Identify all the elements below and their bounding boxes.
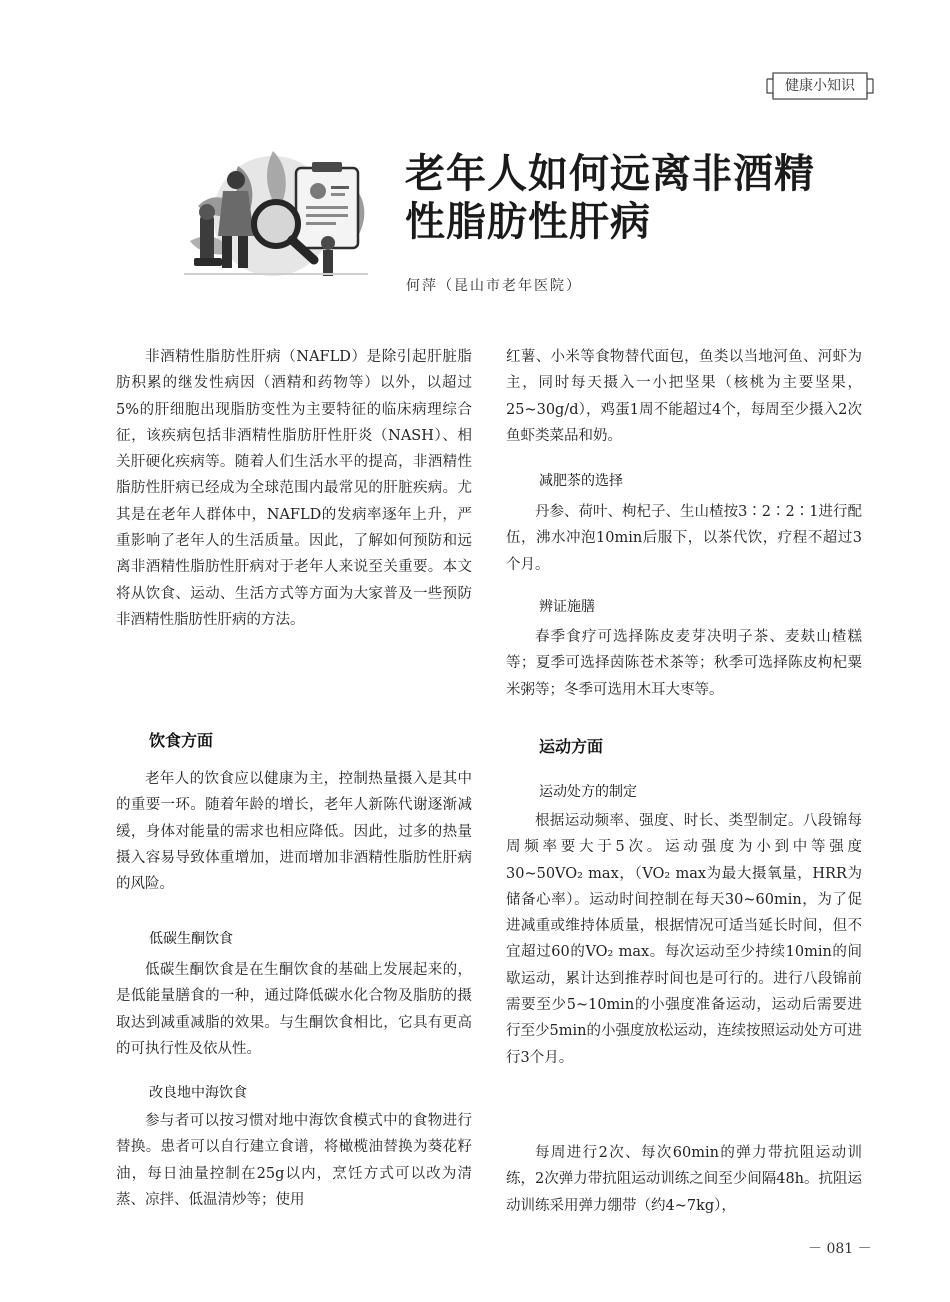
exercise-prescription-heading: 运动处方的制定 [539,784,637,800]
diet-intro-paragraph: 老年人的饮食应以健康为主，控制热量摄入是其中的重要一环。随着年龄的增长，老年人新陈代谢逐渐减缓，身体对能量的需求也相应降低。因此，过多的热量摄入容易导致体重增加，进而增加非酒精性脂肪性肝病的风险。 [116,771,472,893]
title-line-2: 性脂肪性肝病 [405,198,651,245]
doctor-magnifier-illustration-icon [178,146,378,281]
diet-heading: 饮食方面 [149,731,214,750]
tea-paragraph: 丹参、荷叶、枸杞子、生山楂按3∶2∶2∶1进行配伍，沸水冲泡10min后服下，以茶代饮，疗程不超过3个月。 [506,504,862,573]
syndrome-diet-heading: 辨证施膳 [539,599,595,615]
page-number: － 081 － [808,1241,872,1257]
tea-heading: 减肥茶的选择 [539,473,623,489]
lowcarb-heading: 低碳生酮饮食 [149,931,233,947]
header-illustration [178,146,378,285]
mediterranean-continued-paragraph: 红薯、小米等食物替代面包，鱼类以当地河鱼、河虾为主，同时每天摄入一小把坚果（核桃为主要坚果，25~30g/d），鸡蛋1周不能超过4个，每周至少摄入2次鱼虾类菜品和奶。 [506,349,862,444]
mediterranean-heading: 改良地中海饮食 [149,1085,247,1101]
column-tag-label: 健康小知识 [785,78,855,94]
exercise-prescription-paragraph: 根据运动频率、强度、时长、类型制定。八段锦每周频率要大于5次。运动强度为小到中等强度30~50VO₂ max，（VO₂ max为最大摄氧量，HRR为储备心率）。运动时间控制在每天30~60min，为了促进减重或维持体质量，根据情况可适当延长时间，但不宜超过60的VO₂ max。每次运动至少持续10min的间歇运动，累计达到推荐时间也是可行的。进行八段锦前需要至少5~10min的小强度准备运动，运动后需要进行至少5min的小强度放松运动，连续按照运动处方可进行3个月。 [506,813,862,1066]
lowcarb-paragraph: 低碳生酮饮食是在生酮饮食的基础上发展起来的，是低能量膳食的一种，通过降低碳水化合物及脂肪的摄取达到减重减脂的效果。与生酮饮食相比，它具有更高的可执行性及依从性。 [116,962,472,1057]
author-byline: 何萍（昆山市老年医院） [406,278,582,294]
exercise-heading: 运动方面 [539,737,604,756]
column-tag [765,70,875,102]
intro-paragraph: 非酒精性脂肪性肝病（NAFLD）是除引起肝脏脂肪积累的继发性病因（酒精和药物等）以外，以超过5%的肝细胞出现脂肪变性为主要特征的临床病理综合征，该疾病包括非酒精性脂肪肝性肝炎（NASH）、相关肝硬化疾病等。随着人们生活水平的提高，非酒精性脂肪性肝病已经成为全球范围内最常见的肝脏疾病。尤其是在老年人群体中，NAFLD的发病率逐年上升，严重影响了老年人的生活质量。因此，了解如何预防和远离非酒精性脂肪性肝病对于老年人来说至关重要。本文将从饮食、运动、生活方式等方面为大家普及一些预防非酒精性脂肪性肝病的方法。 [116,349,472,628]
title-line-1: 老年人如何远离非酒精 [405,150,815,197]
mediterranean-paragraph: 参与者可以按习惯对地中海饮食模式中的食物进行替换。患者可以自行建立食谱，将橄榄油替换为葵花籽油，每日油量控制在25g以内，烹饪方式可以改为清蒸、凉拌、低温清炒等；使用 [116,1113,472,1208]
syndrome-diet-paragraph: 春季食疗可选择陈皮麦芽决明子茶、麦麸山楂糕等；夏季可选择茵陈苍术茶等；秋季可选择陈皮枸杞粟米粥等；冬季可选用木耳大枣等。 [506,629,862,698]
resistance-training-paragraph: 每周进行2次、每次60min的弹力带抗阻运动训练，2次弹力带抗阻运动训练之间至少间隔48h。抗阻运动训练采用弹力绷带（约4~7kg）， [506,1145,863,1214]
article-title [405,150,815,246]
